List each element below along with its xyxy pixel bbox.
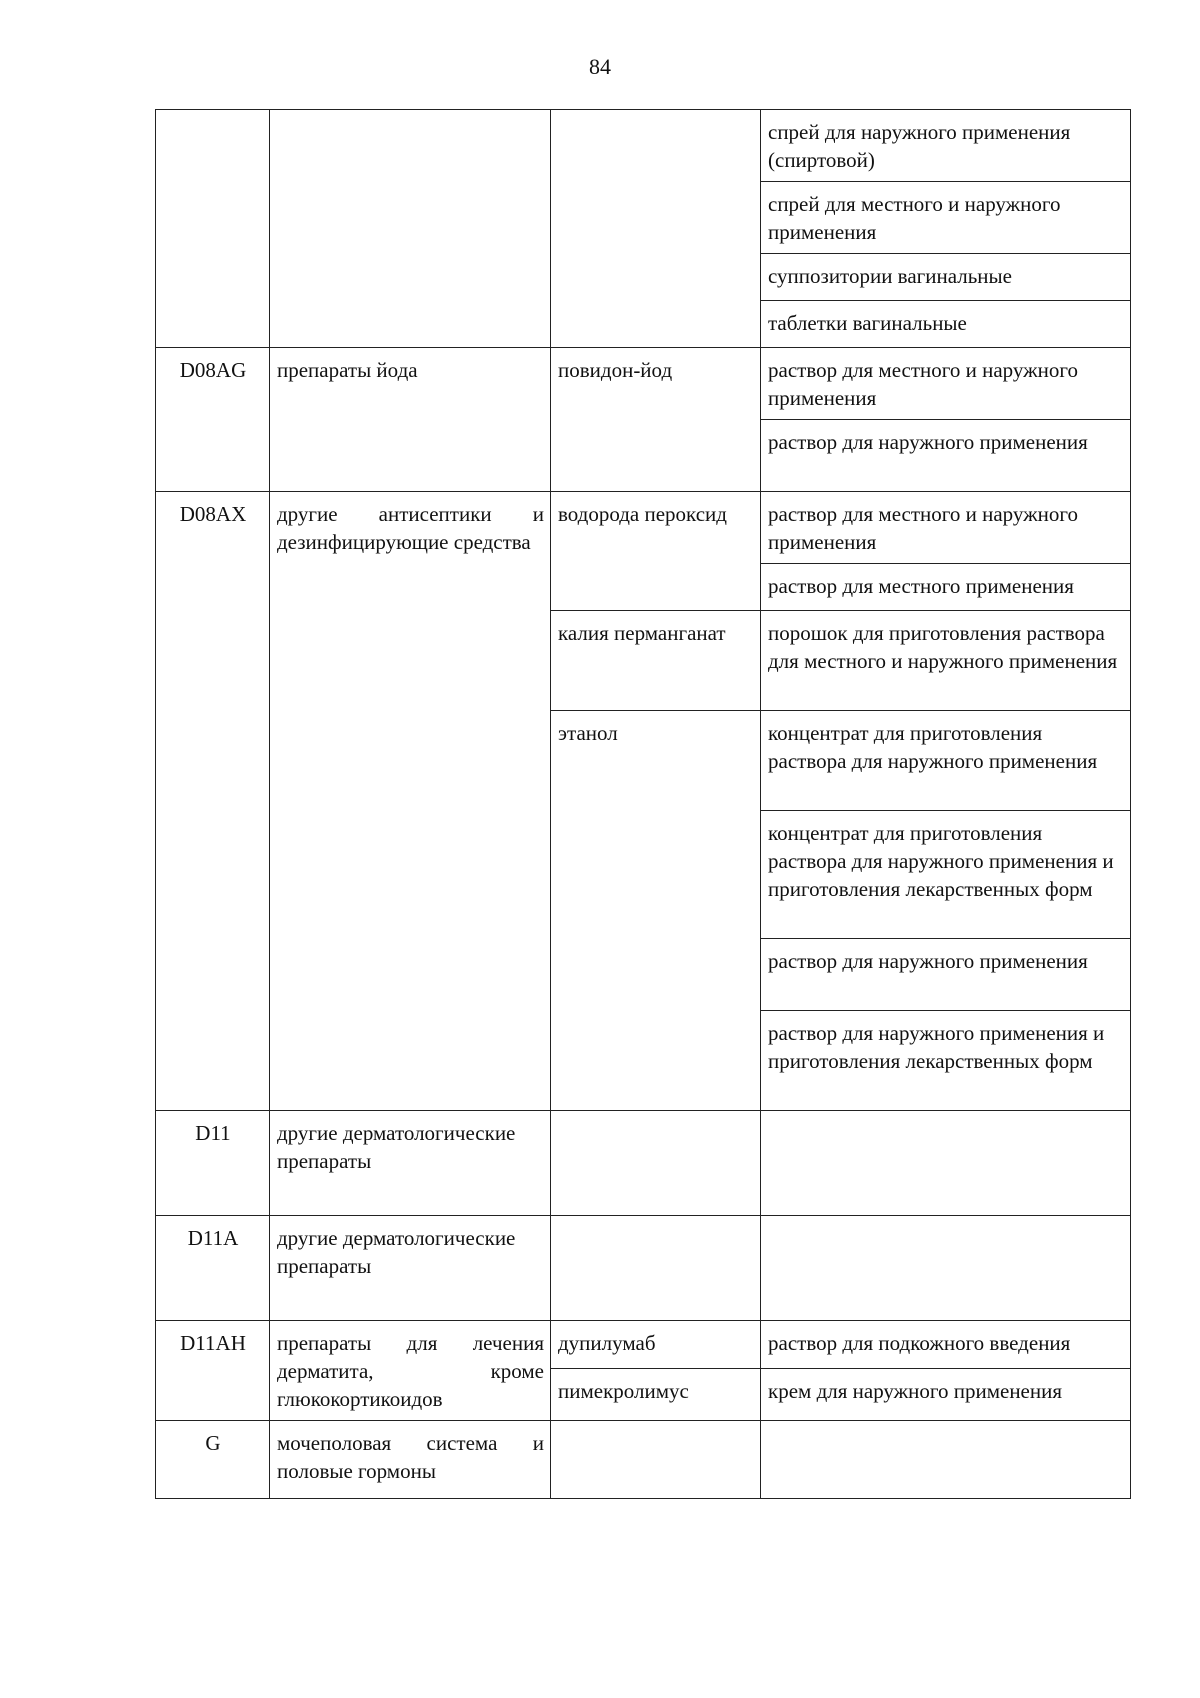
code-cell: D11: [156, 1111, 270, 1216]
form-cell: спрей для наружного применения (спиртовой): [761, 110, 1131, 182]
form-cell: раствор для наружного применения: [761, 420, 1131, 492]
table-row: [156, 348, 1131, 420]
form-cell: концентрат для приготовления раствора для наружного применения: [761, 711, 1131, 811]
substance-cell: [551, 110, 761, 348]
form-cell: раствор для наружного применения и приготовления лекарственных форм: [761, 1011, 1131, 1111]
substance-cell: калия перманганат: [551, 611, 761, 711]
code-cell: D08AG: [156, 348, 270, 492]
form-cell: суппозитории вагинальные: [761, 254, 1131, 301]
form-cell: крем для наружного применения: [761, 1369, 1131, 1421]
substance-cell: этанол: [551, 711, 761, 1111]
table-row: [156, 110, 1131, 182]
form-cell: [761, 1216, 1131, 1321]
substance-cell: пимекролимус: [551, 1369, 761, 1421]
page-number: 84: [589, 54, 611, 79]
substance-cell: водорода пероксид: [551, 492, 761, 611]
form-cell: раствор для наружного применения: [761, 939, 1131, 1011]
table-row: [156, 1216, 1131, 1321]
form-cell: [761, 1421, 1131, 1499]
form-cell: таблетки вагинальные: [761, 301, 1131, 348]
group-cell: [270, 110, 551, 348]
form-cell: [761, 1111, 1131, 1216]
table-row: [156, 1421, 1131, 1499]
code-cell: G: [156, 1421, 270, 1499]
group-cell: препараты для лечения дерматита, кроме глюкокортикоидов: [270, 1321, 551, 1421]
substance-cell: [551, 1216, 761, 1321]
table-row: [156, 1111, 1131, 1216]
substance-cell: [551, 1111, 761, 1216]
form-cell: концентрат для приготовления раствора для наружного применения и приготовления лекарственных форм: [761, 811, 1131, 939]
group-cell: другие антисептики и дезинфицирующие средства: [270, 492, 551, 1111]
code-cell: D11AH: [156, 1321, 270, 1421]
group-cell: мочеполовая система и половые гормоны: [270, 1421, 551, 1499]
substance-cell: дупилумаб: [551, 1321, 761, 1369]
substance-cell: [551, 1421, 761, 1499]
group-cell: другие дерматологические препараты: [270, 1216, 551, 1321]
form-cell: спрей для местного и наружного применения: [761, 182, 1131, 254]
drug-table: [155, 109, 1131, 1499]
code-cell: D08AX: [156, 492, 270, 1111]
table-row: [156, 1321, 1131, 1369]
group-cell: препараты йода: [270, 348, 551, 492]
code-cell: [156, 110, 270, 348]
table-row: [156, 492, 1131, 564]
form-cell: раствор для местного применения: [761, 564, 1131, 611]
code-cell: D11A: [156, 1216, 270, 1321]
form-cell: порошок для приготовления раствора для местного и наружного применения: [761, 611, 1131, 711]
form-cell: раствор для местного и наружного применения: [761, 348, 1131, 420]
group-cell: другие дерматологические препараты: [270, 1111, 551, 1216]
form-cell: раствор для подкожного введения: [761, 1321, 1131, 1369]
substance-cell: повидон-йод: [551, 348, 761, 492]
form-cell: раствор для местного и наружного применения: [761, 492, 1131, 564]
